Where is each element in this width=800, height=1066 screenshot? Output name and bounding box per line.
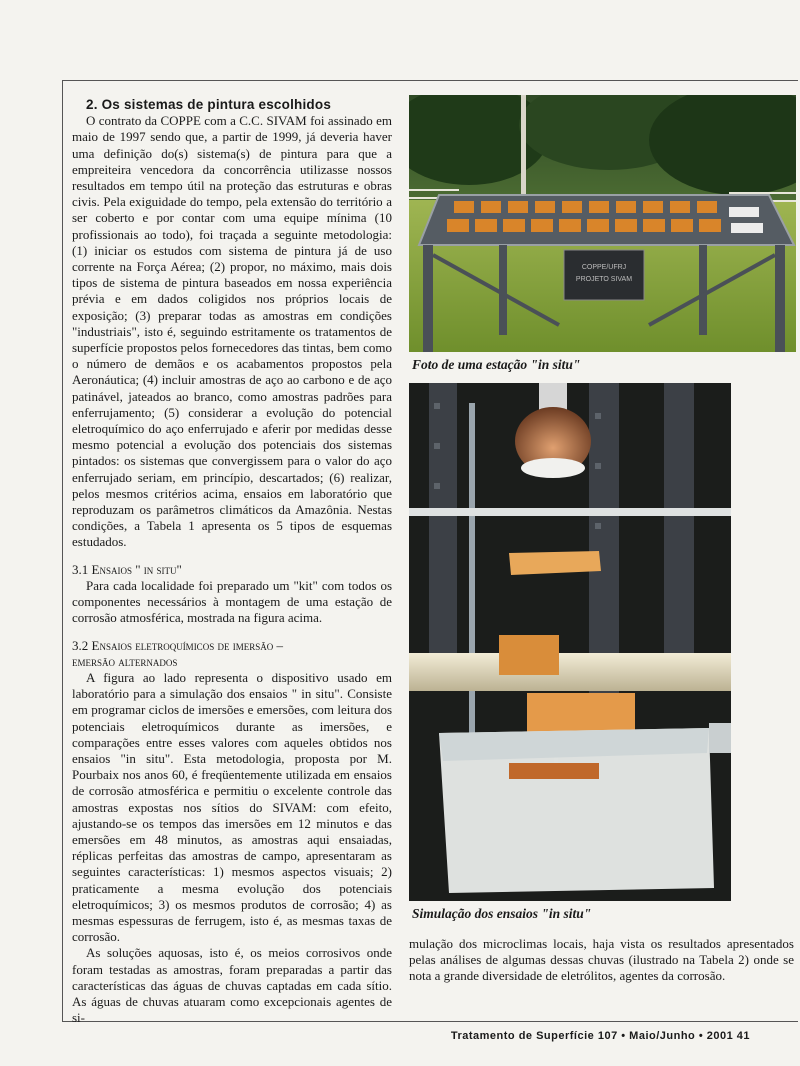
caption-station-photo: Foto de uma estação "in situ": [412, 357, 581, 372]
subsection-heading-3-2-line2: emersão alternados: [72, 653, 178, 669]
left-column: [72, 97, 392, 1026]
sign-line-1: COPPE/UFRJ: [581, 264, 627, 271]
main-paragraph: O contrato da COPPE com a C.C. SIVAM foi assinado em maio de 1997 sendo que, a partir de 1999, já deveria haver uma definição do(s) sistema(s) de pintura para que a empreiteira vencedora da concorrência utilizasse nossos resultados em tempo útil na proteção das estruturas e obras civis. Pela exiguidade do tempo, pela extensão do território a ser coberto e por contar com uma equipe mínima (10 profissionais ao todo), foi traçada a seguinte metodologia: (1) iniciar os estudos com sistema de pintura já de uso corrente na Força Aérea; (2) propor, no máximo, mais dois tipos de sistema de pintura baseados em nossa experiência prévia e em dados coligidos nos próprios locais de exposição; (3) preparar todas as amostras em condições "industriais", isto é, seguindo estritamente os tratamentos de superfície propostos pelos fornecedores das tintas, bem como o número de demãos e os acabamentos propostos pela Aeronáutica; (4) incluir amostras de aço ao carbono e de aço patinável, jateados ao branco, como amostras padrões para enferrujamento; (5) considerar a evolução do potencial eletroquímico do aço enferrujado e aferir por medidas desse mesmo potencial a evolução dos potenciais dos sistemas pintados: os sistemas que convergissem para o valor do aço enferrujado seriam, em princípio, descartados; (6) realizar, pelos mesmos critérios acima, ensaios em laboratório que reproduzam os parâmetros climáticos da Amazônia. Nestas condições, a Tabela 1 apresenta os 5 tipos de esquemas estudados.: [72, 113, 392, 550]
caption-lab-photo: Simulação dos ensaios "in situ": [412, 906, 592, 921]
subsection-3-1-text: Para cada localidade foi preparado um "kit" com todos os componentes necessários à montagem de uma estação de corrosão atmosférica, mostrada na figura acima.: [72, 577, 392, 626]
page-footer: Tratamento de Superfície 107 • Maio/Junho • 2001 41: [450, 1030, 750, 1042]
subsection-heading-3-2-line1: 3.2 Ensaios eletroquímicos de imersão –: [72, 637, 283, 653]
lab-apparatus-photo: [409, 383, 731, 901]
sign-line-2: PROJETO SIVAM: [575, 276, 633, 283]
subsection-3-2-text-continued: As soluções aquosas, isto é, os meios corrosivos onde foram testadas as amostras, foram preparadas a partir das características das águas de chuvas captadas em cada sítio. As águas de chuvas atuaram como excepcionais agentes de si-: [72, 945, 392, 1026]
subsection-3-2-text: A figura ao lado representa o dispositivo usado em laboratório para a simulação dos ensaios " in situ". Consiste em programar ciclos de imersões e emersões, com leitura dos potenciais eletroquímicos durante as imersões, e comparações entre esses valores com aqueles obtidos nos ensaios "in situ". Esta metodologia, proposta por M. Pourbaix nos anos 60, é freqüentemente utilizada em ensaios de corrosão atmosférica e permitiu o excelente controle das amostras expostas nos sítios do SIVAM: com efeito, ajustando-se os tempos das imersões em 12 minutos e das emersões em 48 minutos, as amostras aqui ensaiadas, réplicas perfeitas das amostras de campo, apresentaram as seguintes características: 1) mesmos aspectos visuais; 2) praticamente a mesma evolução dos potenciais eletroquímicos; 3) os mesmos produtos de corrosão; 4) as mesmas espessuras de ferrugem, isto é, as mesmas taxas de corrosão.: [72, 669, 392, 945]
station-photo: [409, 95, 796, 352]
right-column-bottom: [409, 936, 794, 985]
subsection-heading-3-2: [72, 638, 392, 670]
right-column-text: mulação dos microclimas locais, haja vista os resultados apresentados pelas análises de algumas dessas chuvas (ilustrado na Tabela 2) onde se nota a grande diversidade de eletrólitos, agentes da corrosão.: [409, 936, 794, 984]
subsection-heading-3-1: 3.1 Ensaios " in situ": [72, 561, 182, 577]
section-heading: 2. Os sistemas de pintura escolhidos: [86, 97, 332, 112]
